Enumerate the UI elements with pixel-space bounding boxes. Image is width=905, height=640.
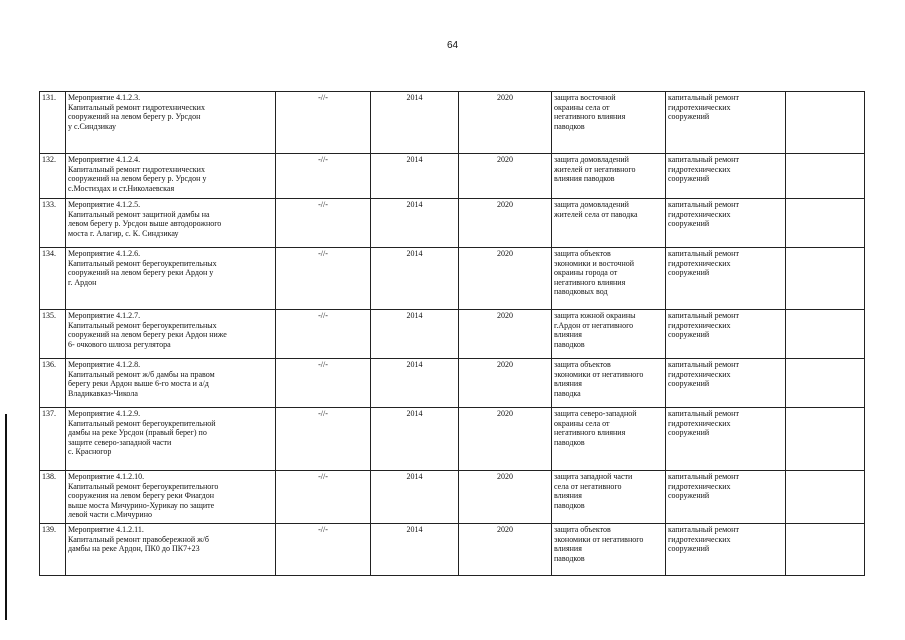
- measure-name-line: у с.Синдзикау: [68, 121, 116, 131]
- start-year-cell: 2014: [371, 524, 459, 576]
- measures-table: [39, 91, 865, 576]
- measure-name-line: с.Мостиздах и ст.Николаевская: [68, 183, 175, 193]
- measure-name-line: Мероприятие 4.1.2.9.: [68, 409, 141, 418]
- extra-cell: [786, 248, 865, 310]
- expected-result-line: защита объектов: [554, 249, 611, 258]
- work-type-line: гидротехнических: [668, 102, 731, 112]
- measure-name-line: дамбы на реке Урсдон (правый берег) по: [68, 428, 207, 438]
- row-number-cell: 137.: [40, 408, 66, 471]
- work-type-cell: [666, 408, 786, 471]
- table-row: [40, 92, 865, 154]
- measure-name-line: 6- очкового шлюза регулятора: [68, 339, 171, 349]
- measure-name-line: берегу реки Ардон выше 6-го моста и а/д: [68, 379, 209, 389]
- work-type-line: гидротехнических: [668, 369, 731, 379]
- extra-cell: [786, 199, 865, 248]
- work-type-line: капитальный ремонт: [668, 200, 739, 209]
- expected-result-line: паводков: [554, 437, 585, 447]
- measure-name-line: левом берегу р. Урсдон выше автодорожного: [68, 219, 222, 229]
- expected-result-line: защита восточной: [554, 93, 616, 102]
- work-type-cell: [666, 310, 786, 359]
- row-number-cell: 133.: [40, 199, 66, 248]
- expected-result-cell: [552, 408, 666, 471]
- expected-result-cell: [552, 524, 666, 576]
- end-year-cell: 2020: [459, 199, 552, 248]
- measure-name-cell: [66, 359, 276, 408]
- end-year-cell: 2020: [459, 248, 552, 310]
- work-type-cell: [666, 524, 786, 576]
- extra-cell: [786, 524, 865, 576]
- work-type-line: сооружений: [668, 112, 710, 122]
- expected-result-line: влияния паводков: [554, 174, 615, 184]
- expected-result-line: села от негативного: [554, 481, 622, 491]
- row-number-cell: 139.: [40, 524, 66, 576]
- work-type-line: гидротехнических: [668, 481, 731, 491]
- work-type-line: капитальный ремонт: [668, 311, 739, 320]
- table-row: [40, 471, 865, 524]
- measure-name-line: сооружений на левом берегу реки Ардон ниже: [68, 330, 227, 340]
- executor-mark-cell: -//-: [276, 359, 371, 408]
- measure-name-line: Мероприятие 4.1.2.5.: [68, 200, 141, 209]
- expected-result-line: паводков: [554, 339, 585, 349]
- work-type-line: сооружений: [668, 174, 710, 184]
- measure-name-line: Капитальный ремонт берегоукрепительных: [68, 320, 217, 330]
- expected-result-line: негативного влияния: [554, 428, 626, 438]
- measure-name-line: левой части с.Мичурино: [68, 510, 152, 520]
- expected-result-line: экономики от негативного: [554, 369, 644, 379]
- work-type-line: сооружений: [668, 268, 710, 278]
- row-number-cell: 132.: [40, 154, 66, 199]
- start-year-cell: 2014: [371, 92, 459, 154]
- expected-result-line: влияния: [554, 379, 582, 389]
- measure-name-line: дамбы на реке Ардон, ПК0 до ПК7+23: [68, 544, 200, 554]
- start-year-cell: 2014: [371, 359, 459, 408]
- work-type-cell: [666, 199, 786, 248]
- expected-result-line: влияния: [554, 491, 582, 501]
- measure-name-line: сооружения на левом берегу реки Фиагдон: [68, 491, 215, 501]
- end-year-cell: 2020: [459, 154, 552, 199]
- measure-name-line: Капитальный ремонт берегоукрепительных: [68, 258, 217, 268]
- expected-result-line: жителей села от паводка: [554, 209, 638, 219]
- end-year-cell: 2020: [459, 359, 552, 408]
- work-type-line: гидротехнических: [668, 320, 731, 330]
- table-body: [40, 92, 865, 576]
- measure-name-line: сооружений на левом берегу р. Урсдон: [68, 112, 201, 122]
- start-year-cell: 2014: [371, 248, 459, 310]
- expected-result-line: жителей от негативного: [554, 164, 636, 174]
- expected-result-cell: [552, 154, 666, 199]
- row-number-cell: 131.: [40, 92, 66, 154]
- work-type-line: сооружений: [668, 330, 710, 340]
- measure-name-line: Капитальный ремонт гидротехнических: [68, 102, 205, 112]
- table-row: [40, 310, 865, 359]
- extra-cell: [786, 471, 865, 524]
- work-type-cell: [666, 154, 786, 199]
- executor-mark-cell: -//-: [276, 524, 371, 576]
- measure-name-line: Мероприятие 4.1.2.4.: [68, 155, 141, 164]
- measure-name-line: Капитальный ремонт защитной дамбы на: [68, 209, 210, 219]
- extra-cell: [786, 310, 865, 359]
- work-type-cell: [666, 248, 786, 310]
- end-year-cell: 2020: [459, 408, 552, 471]
- work-type-line: капитальный ремонт: [668, 360, 739, 369]
- work-type-line: гидротехнических: [668, 418, 731, 428]
- measure-name-line: Мероприятие 4.1.2.3.: [68, 93, 141, 102]
- expected-result-line: паводка: [554, 388, 581, 398]
- start-year-cell: 2014: [371, 310, 459, 359]
- expected-result-line: защита объектов: [554, 360, 611, 369]
- row-number-cell: 134.: [40, 248, 66, 310]
- table-row: [40, 154, 865, 199]
- work-type-line: сооружений: [668, 219, 710, 229]
- executor-mark-cell: -//-: [276, 248, 371, 310]
- work-type-line: капитальный ремонт: [668, 525, 739, 534]
- measure-name-cell: [66, 154, 276, 199]
- expected-result-line: паводков: [554, 553, 585, 563]
- extra-cell: [786, 154, 865, 199]
- measure-name-line: сооружений на левом берегу р. Урсдон у: [68, 174, 207, 184]
- measure-name-line: защите северо-западной части: [68, 437, 172, 447]
- work-type-line: капитальный ремонт: [668, 472, 739, 481]
- work-type-line: капитальный ремонт: [668, 249, 739, 258]
- expected-result-line: защита объектов: [554, 525, 611, 534]
- work-type-cell: [666, 471, 786, 524]
- expected-result-cell: [552, 92, 666, 154]
- expected-result-cell: [552, 359, 666, 408]
- expected-result-line: паводков: [554, 121, 585, 131]
- measure-name-cell: [66, 92, 276, 154]
- measure-name-line: моста г. Алагир, с. К. Синдзикау: [68, 228, 179, 238]
- expected-result-line: влияния: [554, 544, 582, 554]
- end-year-cell: 2020: [459, 310, 552, 359]
- table-row: [40, 248, 865, 310]
- executor-mark-cell: -//-: [276, 154, 371, 199]
- work-type-line: сооружений: [668, 544, 710, 554]
- expected-result-line: экономики и восточной: [554, 258, 635, 268]
- expected-result-line: г.Ардон от негативного: [554, 320, 634, 330]
- measure-name-line: сооружений на левом берегу реки Ардон у: [68, 268, 214, 278]
- expected-result-line: экономики от негативного: [554, 534, 644, 544]
- end-year-cell: 2020: [459, 524, 552, 576]
- expected-result-line: защита западной части: [554, 472, 633, 481]
- page-number: 64: [446, 40, 459, 51]
- end-year-cell: 2020: [459, 92, 552, 154]
- measure-name-line: Капитальный ремонт правобережной ж/б: [68, 534, 209, 544]
- measure-name-line: Мероприятие 4.1.2.8.: [68, 360, 141, 369]
- measure-name-line: выше моста Мичурино-Хурикау по защите: [68, 500, 215, 510]
- measure-name-line: Мероприятие 4.1.2.11.: [68, 525, 144, 534]
- expected-result-line: негативного влияния: [554, 277, 626, 287]
- measure-name-line: Капитальный ремонт гидротехнических: [68, 164, 205, 174]
- work-type-line: гидротехнических: [668, 209, 731, 219]
- measure-name-cell: [66, 408, 276, 471]
- expected-result-line: защита домовладений: [554, 200, 629, 209]
- work-type-line: капитальный ремонт: [668, 155, 739, 164]
- measure-name-cell: [66, 310, 276, 359]
- expected-result-line: паводков: [554, 500, 585, 510]
- executor-mark-cell: -//-: [276, 199, 371, 248]
- executor-mark-cell: -//-: [276, 471, 371, 524]
- expected-result-line: окраины села от: [554, 102, 610, 112]
- measure-name-cell: [66, 524, 276, 576]
- table-row: [40, 408, 865, 471]
- expected-result-cell: [552, 199, 666, 248]
- expected-result-cell: [552, 310, 666, 359]
- start-year-cell: 2014: [371, 471, 459, 524]
- work-type-cell: [666, 359, 786, 408]
- expected-result-line: паводковых вод: [554, 287, 608, 297]
- row-number-cell: 138.: [40, 471, 66, 524]
- expected-result-line: защита южной окраины: [554, 311, 636, 320]
- work-type-line: гидротехнических: [668, 258, 731, 268]
- scan-margin-line: [5, 414, 7, 620]
- expected-result-line: защита северо-западной: [554, 409, 637, 418]
- executor-mark-cell: -//-: [276, 310, 371, 359]
- measure-name-line: с. Красногор: [68, 447, 112, 457]
- work-type-line: сооружений: [668, 491, 710, 501]
- measure-name-cell: [66, 248, 276, 310]
- measure-name-line: г. Ардон: [68, 277, 97, 287]
- expected-result-line: защита домовладений: [554, 155, 629, 164]
- work-type-line: сооружений: [668, 428, 710, 438]
- row-number-cell: 135.: [40, 310, 66, 359]
- start-year-cell: 2014: [371, 199, 459, 248]
- measure-name-line: Мероприятие 4.1.2.6.: [68, 249, 141, 258]
- end-year-cell: 2020: [459, 471, 552, 524]
- table-row: [40, 359, 865, 408]
- measure-name-line: Мероприятие 4.1.2.7.: [68, 311, 141, 320]
- measure-name-line: Владикавказ-Чикола: [68, 388, 138, 398]
- work-type-line: гидротехнических: [668, 534, 731, 544]
- executor-mark-cell: -//-: [276, 408, 371, 471]
- table-row: [40, 524, 865, 576]
- work-type-line: капитальный ремонт: [668, 93, 739, 102]
- expected-result-cell: [552, 248, 666, 310]
- measure-name-cell: [66, 199, 276, 248]
- work-type-line: сооружений: [668, 379, 710, 389]
- measure-name-line: Мероприятие 4.1.2.10.: [68, 472, 145, 481]
- work-type-line: гидротехнических: [668, 164, 731, 174]
- work-type-cell: [666, 92, 786, 154]
- work-type-line: капитальный ремонт: [668, 409, 739, 418]
- extra-cell: [786, 408, 865, 471]
- table-row: [40, 199, 865, 248]
- measure-name-line: Капитальный ремонт берегоукрепительной: [68, 418, 216, 428]
- extra-cell: [786, 92, 865, 154]
- expected-result-line: окраины города от: [554, 268, 618, 278]
- row-number-cell: 136.: [40, 359, 66, 408]
- measure-name-line: Капитальный ремонт берегоукрепительного: [68, 481, 219, 491]
- expected-result-line: окраины села от: [554, 418, 610, 428]
- extra-cell: [786, 359, 865, 408]
- start-year-cell: 2014: [371, 408, 459, 471]
- measure-name-cell: [66, 471, 276, 524]
- executor-mark-cell: -//-: [276, 92, 371, 154]
- expected-result-line: влияния: [554, 330, 582, 340]
- measure-name-line: Капитальный ремонт ж/б дамбы на правом: [68, 369, 215, 379]
- expected-result-line: негативного влияния: [554, 112, 626, 122]
- start-year-cell: 2014: [371, 154, 459, 199]
- expected-result-cell: [552, 471, 666, 524]
